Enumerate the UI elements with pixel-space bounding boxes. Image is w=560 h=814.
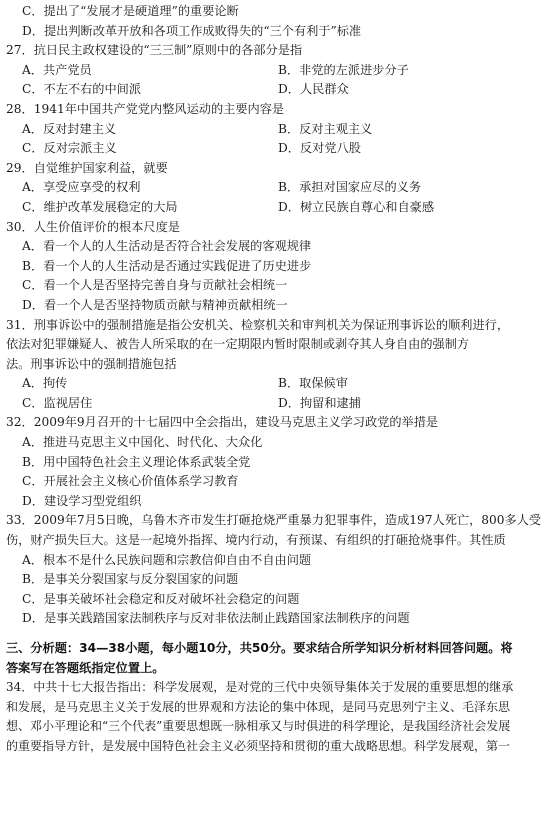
q29-option-d: D．树立民族自尊心和自豪感 xyxy=(278,199,435,214)
q34-text xyxy=(6,678,552,756)
q29-options-row-1 xyxy=(6,178,552,198)
q27-option-d: D．人民群众 xyxy=(278,82,349,97)
q32-stem: 32．2009年9月召开的十七届四中全会指出，建设马克思主义学习政党的举措是 xyxy=(6,415,439,430)
q30-option-c: C．看一个人是否坚持完善自身与贡献社会相统一 xyxy=(22,278,288,293)
q30-option-a: A．看一个人的人生活动是否符合社会发展的客观规律 xyxy=(22,239,312,254)
q33-option-c: C．是事关破坏社会稳定和反对破坏社会稳定的问题 xyxy=(22,591,300,606)
q28-options-row-1 xyxy=(6,120,552,140)
q27-options-row-2 xyxy=(6,80,552,100)
q31-stem-line-1: 31．刑事诉讼中的强制措施是指公安机关、检察机关和审判机关为保证刑事诉讼的顺利进行， xyxy=(6,317,510,332)
q27-options-row-1 xyxy=(6,61,552,81)
q27-option-b: B．非党的左派进步分子 xyxy=(278,62,409,77)
q29-option-a: A．享受应享受的权利 xyxy=(22,180,141,195)
q26-option-d: D．提出判断改革开放和各项工作成败得失的“三个有利于”标准 xyxy=(22,23,362,38)
q31-options-row-1 xyxy=(6,374,552,394)
q32-option-c: C．开展社会主义核心价值体系学习教育 xyxy=(22,474,239,489)
q29-option-b: B．承担对国家应尽的义务 xyxy=(278,180,422,195)
q32-option-b: B．用中国特色社会主义理论体系武装全党 xyxy=(22,454,251,469)
q27-stem: 27．抗日民主政权建设的“三三制”原则中的各部分是指 xyxy=(6,43,303,58)
q28-options-row-2 xyxy=(6,139,552,159)
q30-stem: 30．人生价值评价的根本尺度是 xyxy=(6,219,180,234)
q33-stem-line-1: 33．2009年7月5日晚，乌鲁木齐市发生打砸抢烧严重暴力犯罪事件，造成197人死亡，800多人受 xyxy=(6,513,542,528)
q31-option-b: B．取保候审 xyxy=(278,376,348,391)
q33-stem-line-2: 伤，财产损失巨大。这是一起境外指挥、境内行动，有预谋、有组织的打砸抢烧事件。其性质 xyxy=(6,533,506,548)
q31-option-c: C．监视居住 xyxy=(22,395,93,410)
q34-line-2: 和发展，是马克思主义关于发展的世界观和方法论的集中体现，是同马克思列宁主义、毛泽东思 xyxy=(6,699,511,714)
q30-option-b: B．看一个人的人生活动是否通过实践促进了历史进步 xyxy=(22,258,312,273)
q29-option-c: C．维护改革发展稳定的大局 xyxy=(22,199,178,214)
q28-option-d: D．反对党八股 xyxy=(278,141,361,156)
q28-stem: 28．1941年中国共产党党内整风运动的主要内容是 xyxy=(6,101,285,116)
q26-option-c: C．提出了“发展才是硬道理”的重要论断 xyxy=(22,4,239,18)
q30-option-d: D．看一个人是否坚持物质贡献与精神贡献相统一 xyxy=(22,297,288,312)
section-heading-line-1: 三、分析题：34—38小题，每小题10分，共50分。要求结合所学知识分析材料回答问题。将 xyxy=(6,641,513,655)
q34-line-4: 的重要指导方针，是发展中国特色社会主义必须坚持和贯彻的重大战略思想。科学发展观，第一 xyxy=(6,738,511,753)
q31-option-a: A．拘传 xyxy=(22,376,68,391)
q29-options-row-2 xyxy=(6,198,552,218)
q33-option-d: D．是事关践踏国家法制秩序与反对非依法制止践踏国家法制秩序的问题 xyxy=(22,611,410,626)
q31-option-d: D．拘留和逮捕 xyxy=(278,395,361,410)
q34-line-3: 想、邓小平理论和“三个代表”重要思想既一脉相承又与时俱进的科学理论，是我国经济社会发展 xyxy=(6,719,511,734)
q31-stem-line-2: 依法对犯罪嫌疑人、被告人所采取的在一定期限内暂时限制或剥夺其人身自由的强制方 xyxy=(6,337,470,352)
q31-options-row-2 xyxy=(6,394,552,414)
q28-option-a: A．反对封建主义 xyxy=(22,121,117,136)
q27-option-c: C．不左不右的中间派 xyxy=(22,82,142,97)
q33-option-b: B．是事关分裂国家与反分裂国家的问题 xyxy=(22,572,239,587)
section-heading-line-2: 答案写在答题纸指定位置上。 xyxy=(6,660,165,675)
q28-option-b: B．反对主观主义 xyxy=(278,121,373,136)
q32-option-d: D．建设学习型党组织 xyxy=(22,493,142,508)
q27-option-a: A．共产党员 xyxy=(22,62,92,77)
q34-line-1: 34．中共十七大报告指出：科学发展观，是对党的三代中央领导集体关于发展的重要思想的继承 xyxy=(6,680,514,695)
section-heading xyxy=(6,639,552,678)
q32-option-a: A．推进马克思主义中国化、时代化、大众化 xyxy=(22,435,263,450)
q33-option-a: A．根本不是什么民族问题和宗教信仰自由不自由问题 xyxy=(22,552,312,567)
q31-stem-line-3: 法。刑事诉讼中的强制措施包括 xyxy=(6,356,177,371)
q29-stem: 29．自觉维护国家利益，就要 xyxy=(6,160,168,175)
q28-option-c: C．反对宗派主义 xyxy=(22,141,117,156)
